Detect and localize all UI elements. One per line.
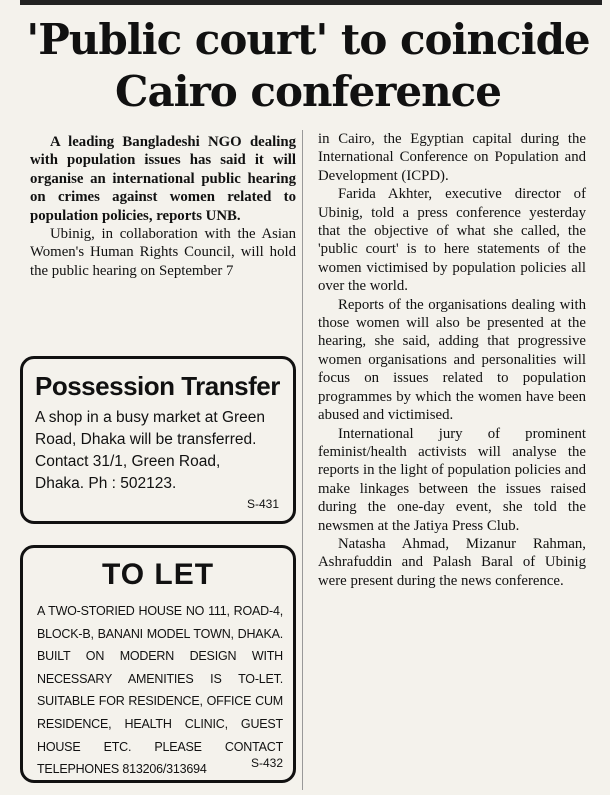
ad-title: TO LET [101, 558, 215, 591]
article-paragraph: Farida Akhter, executive director of Ubinig, told a press conference yesterday that the objective of what she called, the 'public court' is to here statements of the women victimised by population policies all over the world. [318, 186, 586, 295]
possession-transfer-ad [20, 356, 296, 524]
ad-code: S-431 [246, 497, 279, 511]
column-divider [302, 130, 303, 790]
ad-code: S-432 [250, 756, 283, 770]
ad-title: Possession Transfer [35, 371, 280, 401]
article-right-column [318, 130, 586, 590]
to-let-ad [20, 545, 296, 783]
ad-line: A shop in a busy market at Green [35, 409, 266, 426]
headline: 'Public court' to coincide Cairo conference [26, 15, 590, 116]
ad-body: A TWO-STORIED HOUSE NO 111, ROAD-4, BLOCK-B, BANANI MODEL TOWN, DHAKA. BUILT ON MODERN DESIGN WITH NECESSARY AMENITIES IS TO-LET. SUITABLE FOR RESIDENCE, OFFICE CUM RESIDENCE, HEALTH CLINIC, GUEST HOUSE ETC. PLEASE CONTACT TELEPHONES 813206/313694 [37, 604, 283, 777]
ad-line: Contact 31/1, Green Road, [35, 453, 221, 470]
ad-line: Dhaka. Ph : 502123. [35, 475, 177, 492]
article-lead-paragraph: A leading Bangladeshi NGO dealing with population issues has said it will organise an international public hearing on crimes against women related to population policies, reports UNB. [30, 134, 296, 224]
article-paragraph: Ubinig, in collaboration with the Asian Women's Human Rights Council, will hold the public hearing on September 7 [30, 226, 296, 279]
top-rule [20, 0, 602, 5]
article-paragraph: in Cairo, the Egyptian capital during the International Conference on Population and Development (ICPD). [318, 131, 586, 184]
article-paragraph: Reports of the organisations dealing with those women will also be presented at the hearing, she said, adding that progressive women organisations and personalities will focus on issues related to population programmes by which the women have been abused and victimised. [318, 296, 586, 424]
article-paragraph: International jury of prominent feminist/health activists will analyse the reports in the light of population policies and make linkages between the issues raised during the one-day event, she told the newsmen at the Jatiya Press Club. [318, 425, 586, 534]
article-left-column [30, 133, 296, 280]
ad-line: Road, Dhaka will be transferred. [35, 431, 257, 448]
article-paragraph: Natasha Ahmad, Mizanur Rahman, Ashrafuddin and Palash Baral of Ubinig were present during the news conference. [318, 535, 586, 589]
